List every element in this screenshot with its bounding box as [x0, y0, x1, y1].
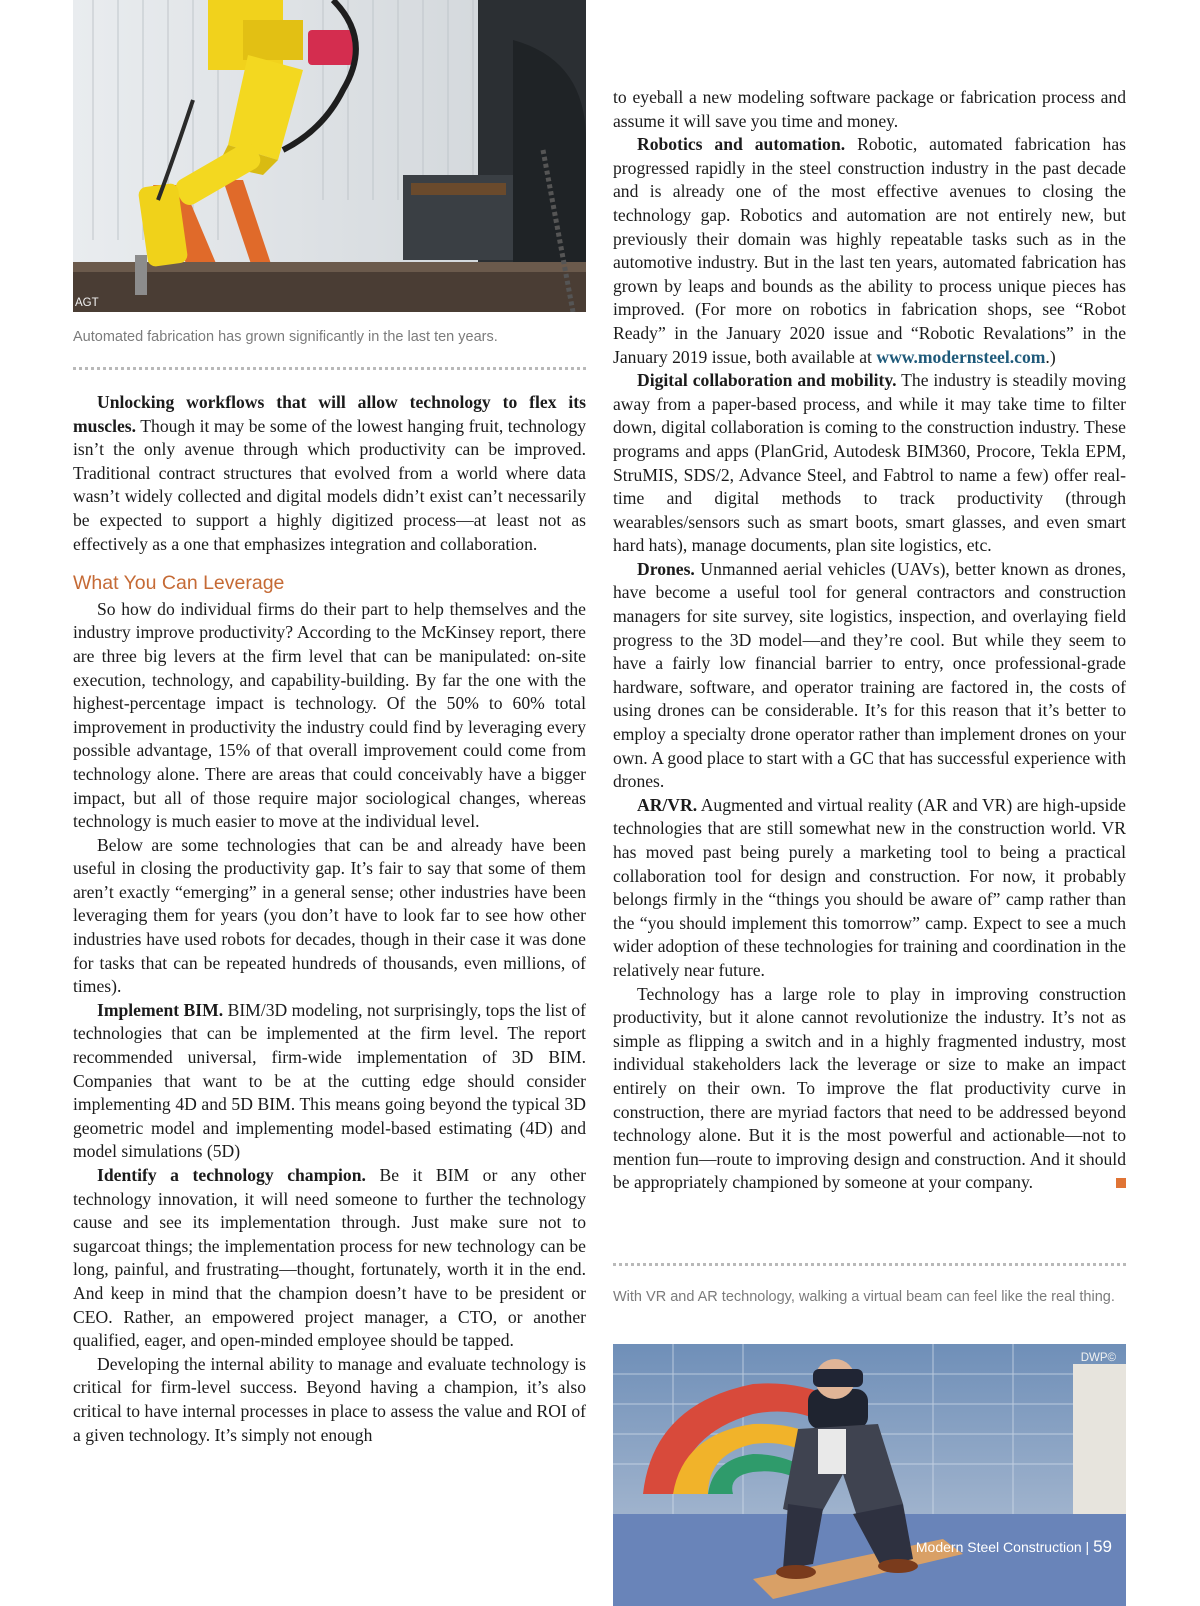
paragraph-drones: [613, 558, 1126, 794]
paragraph-workflows: [73, 391, 586, 556]
body-workflows: Though it may be some of the lowest hanging fruit, technology isn’t the only avenue through which productivity can be improved. Traditional contract structures that evolved from a world where data wasn’t widely collected and digital models didn’t exist can’t necessarily be expected to support a highly digitized process—at least not as effectively as a one that emphasizes integration and collaboration.: [73, 415, 586, 554]
page-number: 59: [1093, 1537, 1112, 1556]
end-mark-icon: [1116, 1178, 1126, 1188]
vr-photo: [613, 1344, 1126, 1606]
vr-photo-credit: DWP©: [1080, 1352, 1116, 1364]
body-arvr: Augmented and virtual reality (AR and VR) are high-upside technologies that are still somewhat new in the construction world. VR has moved past being purely a marketing tool to being a practical collaboration tool for design and construction. For now, it probably belongs firmly in the “things you should be aware of” camp rather than the “you should implement this tomorrow” camp. Expect to see a much wider adoption of these technologies for training and coordination in the relatively near future.: [613, 794, 1126, 980]
lead-digital: Digital collaboration and mobility.: [637, 370, 897, 391]
body-robotics-end: .): [1045, 346, 1056, 367]
body-bim: BIM/3D modeling, not surprisingly, tops the list of technologies that can be implemented at the firm level. The report recommended universal, firm-wide implementation of 3D BIM. Companies that want to be at the cutting edge should consider implementing 4D and 5D BIM. This means going beyond the typical 3D geometric model and implementing model-based estimating (4D) and model simulations (5D): [73, 999, 587, 1162]
lead-arvr: AR/VR.: [637, 794, 698, 815]
right-column: [613, 86, 1126, 1195]
left-column: [73, 391, 586, 1447]
paragraph-digital: [613, 369, 1126, 558]
top-photo-caption: Automated fabrication has grown significantly in the last ten years.: [73, 329, 498, 345]
lead-drones: Drones.: [637, 558, 695, 579]
paragraph-robotics: [613, 133, 1126, 369]
body-conclusion: Technology has a large role to play in improving construction productivity, but it alone cannot revolutionize the industry. It’s not as simple as flipping a switch and in a highly fragmented industry, most individual stakeholders lack the leverage or size to make an impact entirely on their own. To improve the flat productivity curve in construction, there are myriad factors that need to be addressed beyond technology alone. But it is the most powerful and actionable—not to mention fun—route to improving design and construction. And it should be appropriately championed by someone at your company.: [613, 983, 1126, 1193]
section-heading: What You Can Leverage: [73, 572, 285, 595]
vr-photo-illustration: [613, 1344, 1126, 1606]
lead-bim: Implement BIM.: [97, 999, 224, 1020]
caption-divider: [73, 367, 586, 370]
paragraph-conclusion: [613, 983, 1126, 1195]
lead-robotics: Robotics and automation.: [637, 134, 846, 155]
body-robotics: Robotic, automated fabrication has progressed rapidly in the steel construction industry in the past decade and is already one of the most effective avenues to closing the technology gap. Robotics and automation are not entirely new, but previously their domain was highly repeatable tasks such as in the automotive industry. But in the last ten years, automated fabrication has grown by leaps and bounds as the ability to process unique pieces has improved. (For more on robotics in fabrication shops, see “Robot Ready” in the January 2020 issue and “Robotic Revalations” in the January 2019 issue, both available at: [613, 134, 1126, 367]
modernsteel-link[interactable]: www.modernsteel.com: [876, 346, 1046, 367]
bottom-photo-caption: With VR and AR technology, walking a virtual beam can feel like the real thing.: [613, 1289, 1115, 1305]
paragraph-arvr: [613, 794, 1126, 983]
lead-workflows: Unlocking workflows that will allow technology to flex its muscles.: [73, 392, 586, 436]
paragraph-champion: [73, 1164, 586, 1353]
paragraph-technologies: Below are some technologies that can be and already have been useful in closing the productivity gap. It’s fair to say that some of them aren’t exactly “emerging” in a general sense; other industries have been leveraging them for years (you don’t have to look far to see how other industries have used robots for decades, though in their case it was done for tasks that can be repeated hundreds of thousands, even millions, of times).: [73, 834, 586, 997]
page-footer: [916, 1537, 1112, 1557]
body-digital: The industry is steadily moving away from a paper-based process, and while it may take time to filter down, digital collaboration is coming to the construction industry. These programs and apps (PlanGrid, Autodesk BIM360, Procore, Tekla EPM, StruMIS, SDS/2, Advance Steel, and Fabtrol to name a few) offer real-time and digital methods to track productivity (through wearables/sensors such as smart boots, smart glasses, and even smart hard hats), manage documents, plan site logistics, etc.: [613, 370, 1126, 556]
paragraph-internal: Developing the internal ability to manage and evaluate technology is critical for firm-level success. Beyond having a champion, it’s also critical to have internal processes in place to assess the value and ROI of a given technology. It’s simply not enough: [73, 1353, 586, 1445]
robot-photo: [73, 0, 586, 312]
photo-credit: AGT: [75, 297, 99, 309]
paragraph-mckinsey: So how do individual firms do their part to help themselves and the industry improve productivity? According to the McKinsey report, there are three big levers at the firm level that can be manipulated: on-site execution, technology, and capability-building. By far the one with the highest-percentage impact is technology. Of the 50% to 60% total improvement in productivity the industry could find by leveraging every possible advantage, 15% of that overall improvement could come from technology alone. There are areas that could conceivably have a bigger impact, but all of those require major sociological changes, whereas technology is much easier to move at the individual level.: [73, 598, 586, 832]
body-champion: Be it BIM or any other technology innovation, it will need someone to further the technology cause and see its implementation through. Just make sure not to sugarcoat things; the implementation process for new technology can be long, painful, and frustrating—thought, fortunately, worth it in the end. And keep in mind that the champion doesn’t have to be president or CEO. Rather, an empowered project manager, a CTO, or another qualified, eager, and open-minded employee should be tapped.: [73, 1165, 586, 1351]
robot-photo-illustration: [73, 0, 586, 312]
lead-champion: Identify a technology champion.: [97, 1165, 366, 1185]
paragraph-continued: to eyeball a new modeling software package or fabrication process and assume it will save you time and money.: [613, 87, 1126, 131]
footer-separator: |: [1085, 1539, 1094, 1555]
body-drones: Unmanned aerial vehicles (UAVs), better known as drones, have become a useful tool for general contractors and construction managers for site survey, site logistics, inspection, and overlaying field progress to the 3D model—and they’re cool. But while they seem to have a fairly low financial barrier to entry, once professional-grade hardware, software, and operator training are factored in, the costs of using drones can be considerable. It’s for this reason that it’s better to employ a specialty drone operator rather than implement drones on your own. A good place to start with a GC that has successful experience with drones.: [613, 558, 1126, 792]
article-end-divider: [613, 1263, 1126, 1266]
magazine-name: Modern Steel Construction: [915, 1539, 1082, 1555]
paragraph-bim: [73, 999, 586, 1164]
